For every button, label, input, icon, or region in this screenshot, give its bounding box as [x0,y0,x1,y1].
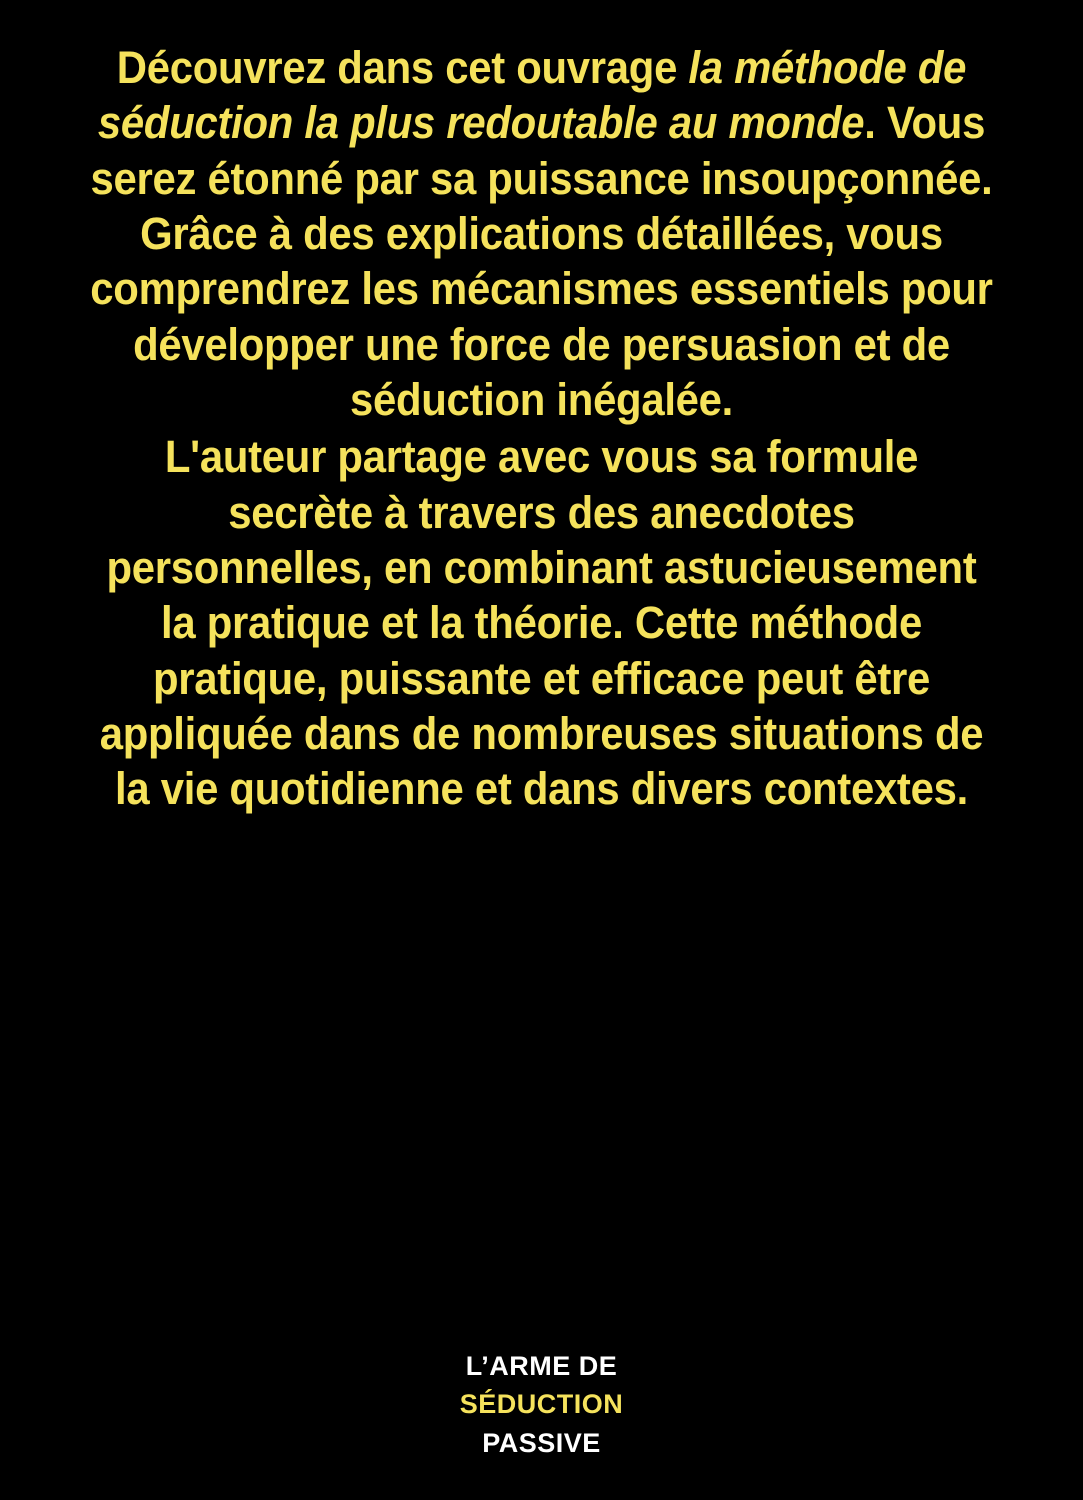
blurb-rest-text: . Vous serez étonné par sa puissance insoupçonnée. Grâce à des explications détaillées, vous comprendrez les mécanismes essentiels pour développer une force de persuasion et de séduction inégalée. [90,97,993,426]
book-blurb [90,40,993,817]
book-title-line-3: PASSIVE [482,1427,601,1458]
blurb-emphasis-text: la méthode de séduction la plus redoutable au monde [97,42,967,149]
blurb-paragraph-1 [90,40,993,427]
blurb-lead-text: Découvrez dans cet ouvrage [116,42,689,93]
book-title-line-2: SÉDUCTION [459,1389,624,1420]
book-title-block [0,1347,1083,1462]
blurb-paragraph-2: L'auteur partage avec vous sa formule secrète à travers des anecdotes personnelles, en combinant astucieusement la pratique et la théorie. Cette méthode pratique, puissante et efficace peut être appliquée dans de nombreuses situations de la vie quotidienne et dans divers contextes. [99,431,984,815]
book-title-line-1: L’ARME DE [465,1351,618,1382]
